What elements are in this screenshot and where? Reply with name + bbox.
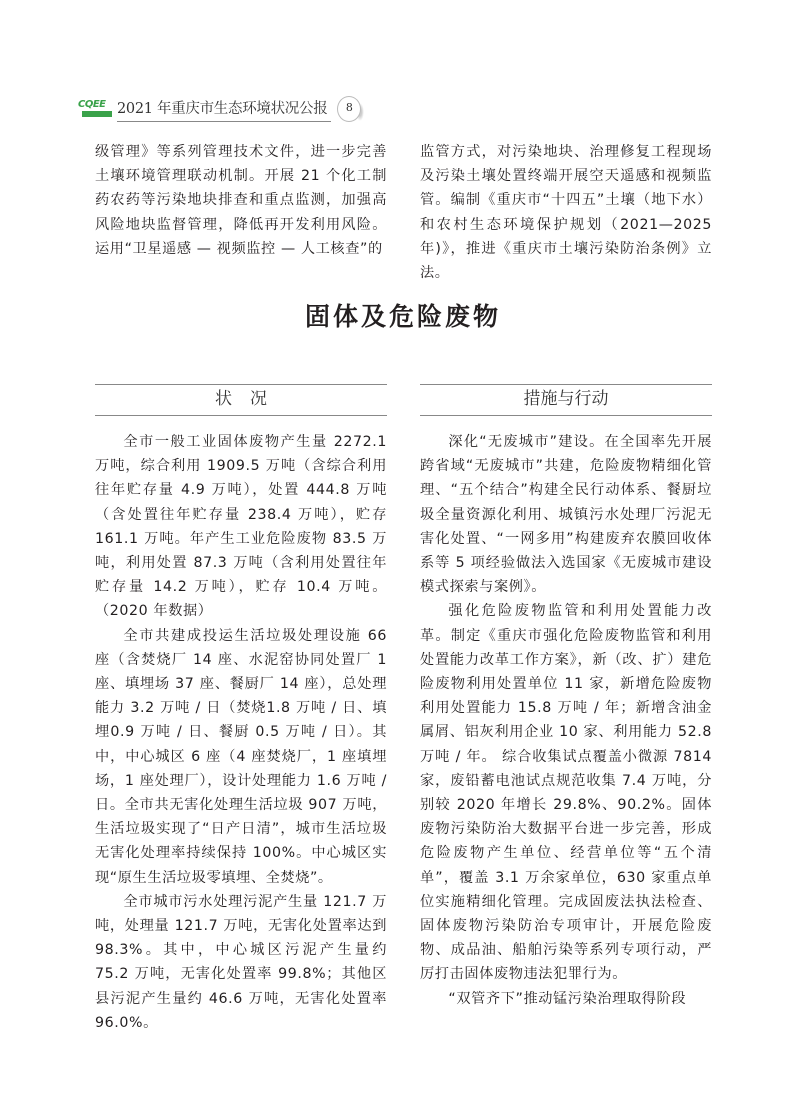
continued-text-right	[420, 140, 712, 285]
report-logo	[78, 99, 114, 119]
section-title: 固体及危险废物	[304, 302, 501, 331]
page-number: 8	[337, 96, 361, 122]
paragraph: 强化危险废物监管和利用处置能力改革。制定《重庆市强化危险废物监管和利用处置能力改革工作方案》，新（改、扩）建危险废物利用处置单位 11 家，新增危险废物利用处置能力 15.8 万吨 / 年；新增含油金属屑、铝灰利用企业 10 家、利用能力 52.8 万吨 / 年。 综合收集试点覆盖小微源 7814 家，废铅蓄电池试点规范收集 7.4 万吨，分别较 2020 年增长 29.8%、90.2%。固体废物污染防治大数据平台进一步完善，形成危险废物产生单位、经营单位等“五个清单”，覆盖 3.1 万余家单位，630 家重点单位实施精细化管理。完成固废法执法检查、固体废物污染防治专项审计，开展危险废物、成品油、船舶污染等系列专项行动，严厉打击固体废物违法犯罪行为。	[420, 603, 712, 983]
running-header	[78, 96, 371, 122]
measures-heading: 措施与行动	[523, 389, 609, 409]
logo-subtext-bar	[82, 111, 112, 117]
paragraph: 全市一般工业固体废物产生量 2272.1 万吨，综合利用 1909.5 万吨（含综合利用往年贮存量 4.9 万吨），处置 444.8 万吨（含处置往年贮存量 238.4 万吨），贮存 161.1 万吨。年产生工业危险废物 83.5 万吨，利用处置 87.3 万吨（含利用处置往年贮存量 14.2 万吨），贮存 10.4 万吨。（2020 年数据）	[95, 434, 387, 620]
continued-text-left	[95, 140, 387, 261]
measures-heading-box	[420, 384, 712, 416]
logo-wordmark: CQEE	[78, 99, 106, 110]
report-title: 2021 年重庆市生态环境状况公报	[117, 97, 331, 122]
status-column	[95, 430, 387, 1035]
paragraph: 深化“无废城市”建设。在全国率先开展跨省域“无废城市”共建，危险废物精细化管理、“五个结合”构建全民行动体系、餐厨垃圾全量资源化利用、城镇污水处理厂污泥无害化处置、“一网多用”构建废弃农膜回收体系等 5 项经验做法入选国家《无废城市建设模式探索与案例》。	[420, 434, 712, 596]
paragraph: 全市城市污水处理污泥产生量 121.7 万吨，处理量 121.7 万吨，无害化处置率达到 98.3%。其中，中心城区污泥产生量约 75.2 万吨，无害化处置率 99.8%；其他区县污泥产生量约 46.6 万吨，无害化处置率 96.0%。	[95, 893, 387, 1031]
paragraph: 全市共建成投运生活垃圾处理设施 66 座（含焚烧厂 14 座、水泥窑协同处置厂 1 座、填埋场 37 座、餐厨厂 14 座），总处理能力 3.2 万吨 / 日（焚烧1.8 万吨 / 日、填埋0.9 万吨 / 日、餐厨 0.5 万吨 / 日）。其中，中心城区 6 座（4 座焚烧厂，1 座填埋场，1 座处理厂），设计处理能力 1.6 万吨 / 日。全市共无害化处理生活垃圾 907 万吨，生活垃圾实现了“日产日清”，城市生活垃圾无害化处理率持续保持 100%。中心城区实现“原生生活垃圾零填埋、全焚烧”。	[95, 627, 387, 886]
page-badge	[337, 96, 371, 122]
status-heading-box	[95, 384, 387, 416]
status-heading: 状况	[215, 389, 285, 409]
paragraph: “双管齐下”推动锰污染治理取得阶段	[448, 990, 687, 1007]
paragraph: 级管理》等系列管理技术文件，进一步完善土壤环境管理联动机制。开展 21 个化工制药农药等污染地块排查和重点监测，加强高风险地块监督管理，降低再开发利用风险。运用“卫星遥感 — 视频监控 — 人工核查”的	[95, 144, 387, 257]
measures-column	[420, 430, 712, 1011]
paragraph: 监管方式，对污染地块、治理修复工程现场及污染土壤处置终端开展空天遥感和视频监管。编制《重庆市“十四五”土壤（地下水）和农村生态环境保护规划（2021—2025 年)》，推进《重庆市土壤污染防治条例》立法。	[420, 144, 712, 282]
